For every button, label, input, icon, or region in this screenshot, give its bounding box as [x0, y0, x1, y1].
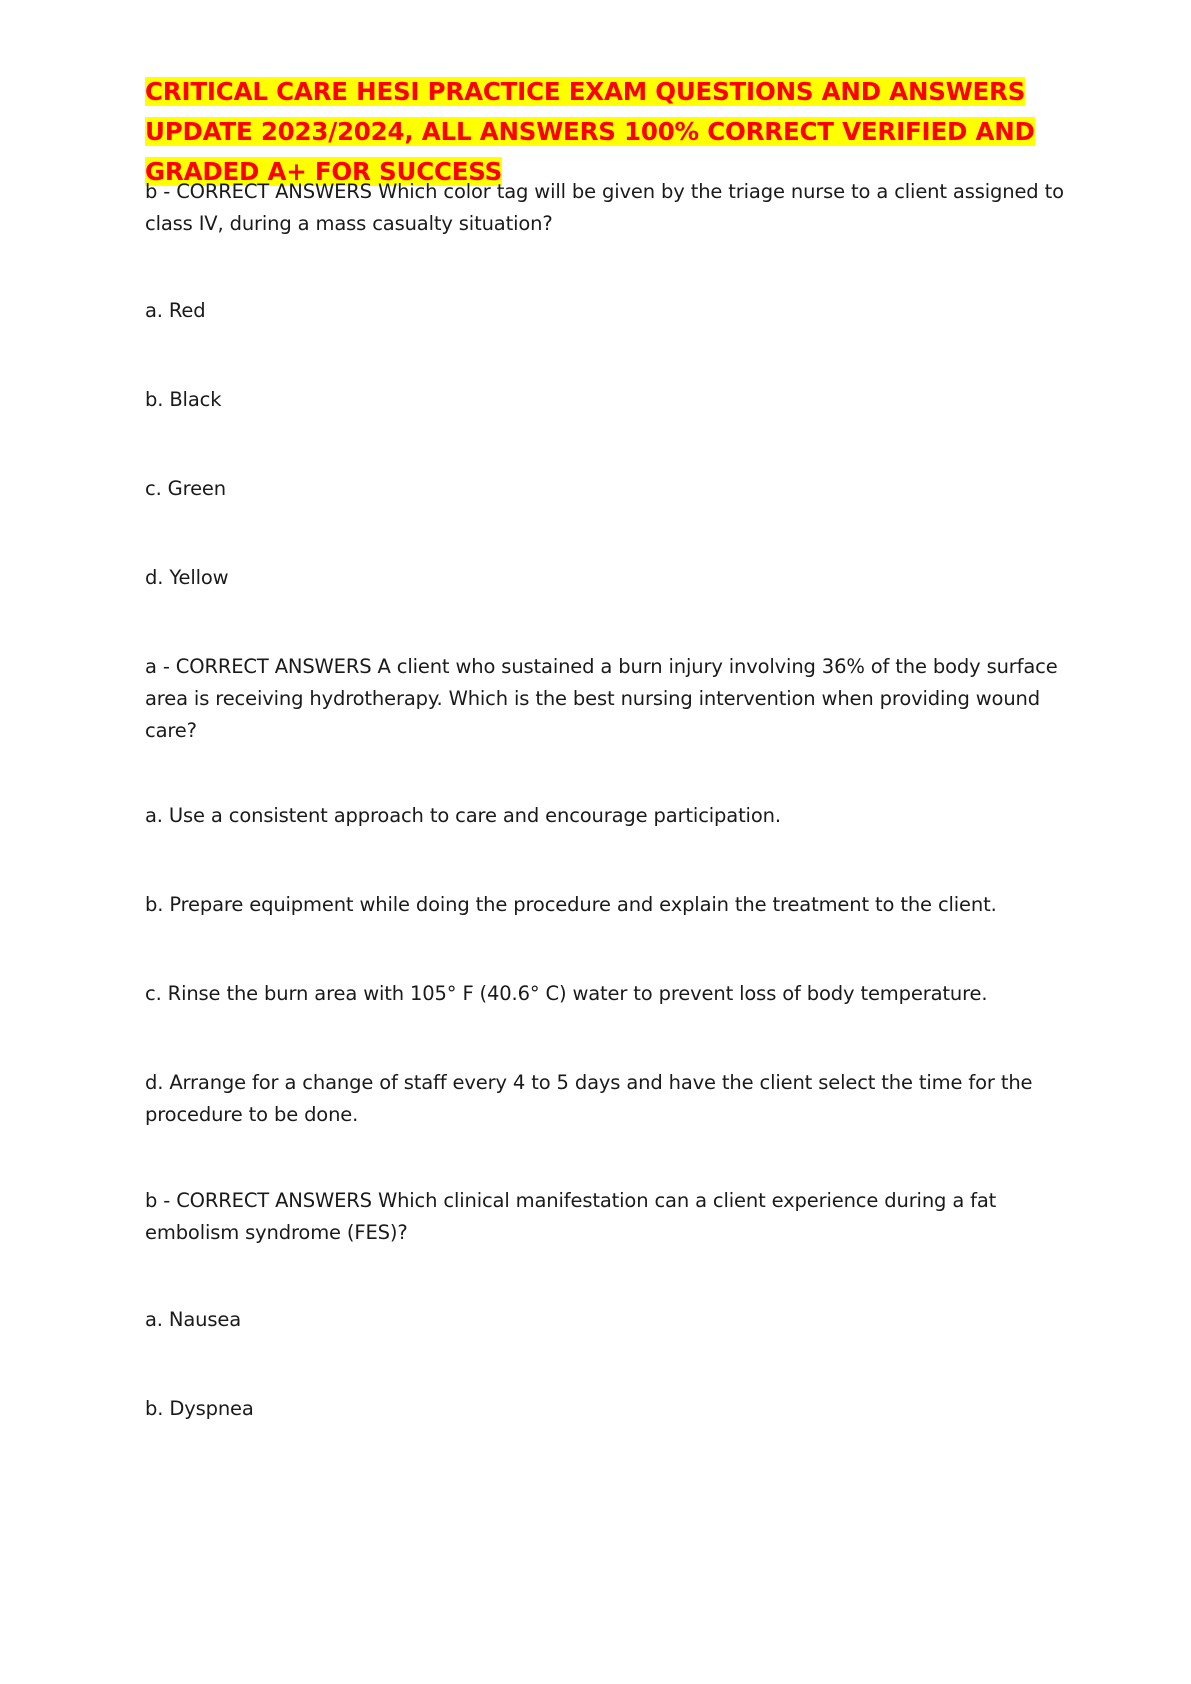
question-2-prompt: a - CORRECT ANSWERS A client who sustained a burn injury involving 36% of the body surface area is receiving hydrotherapy. Which is the best nursing intervention when providing wound care? — [145, 655, 1058, 742]
question-3-option-a: a. Nausea — [145, 1308, 241, 1331]
question-2-option-a: a. Use a consistent approach to care and encourage participation. — [145, 804, 781, 827]
title-line-2: UPDATE 2023/2024, ALL ANSWERS 100% CORRECT VERIFIED AND — [145, 117, 1035, 146]
question-2-option-b: b. Prepare equipment while doing the procedure and explain the treatment to the client. — [145, 893, 997, 916]
document-title — [145, 72, 1075, 192]
question-1-prompt: b - CORRECT ANSWERS Which color tag will be given by the triage nurse to a client assigned to class IV, during a mass casualty situation? — [145, 180, 1064, 235]
question-1-option-a: a. Red — [145, 299, 206, 322]
title-line-1: CRITICAL CARE HESI PRACTICE EXAM QUESTIONS AND ANSWERS — [145, 77, 1026, 106]
question-1-option-b: b. Black — [145, 388, 222, 411]
question-3-prompt: b - CORRECT ANSWERS Which clinical manifestation can a client experience during a fat embolism syndrome (FES)? — [145, 1189, 997, 1244]
question-1-option-d: d. Yellow — [145, 566, 229, 589]
question-1-option-c: c. Green — [145, 477, 226, 500]
title-line-3: GRADED A+ FOR SUCCESS — [145, 157, 503, 186]
question-2-option-d: d. Arrange for a change of staff every 4 to 5 days and have the client select the time for the procedure to be done. — [145, 1071, 1033, 1126]
question-2-option-c: c. Rinse the burn area with 105° F (40.6° C) water to prevent loss of body temperature. — [145, 982, 988, 1005]
question-3-option-b: b. Dyspnea — [145, 1397, 254, 1420]
